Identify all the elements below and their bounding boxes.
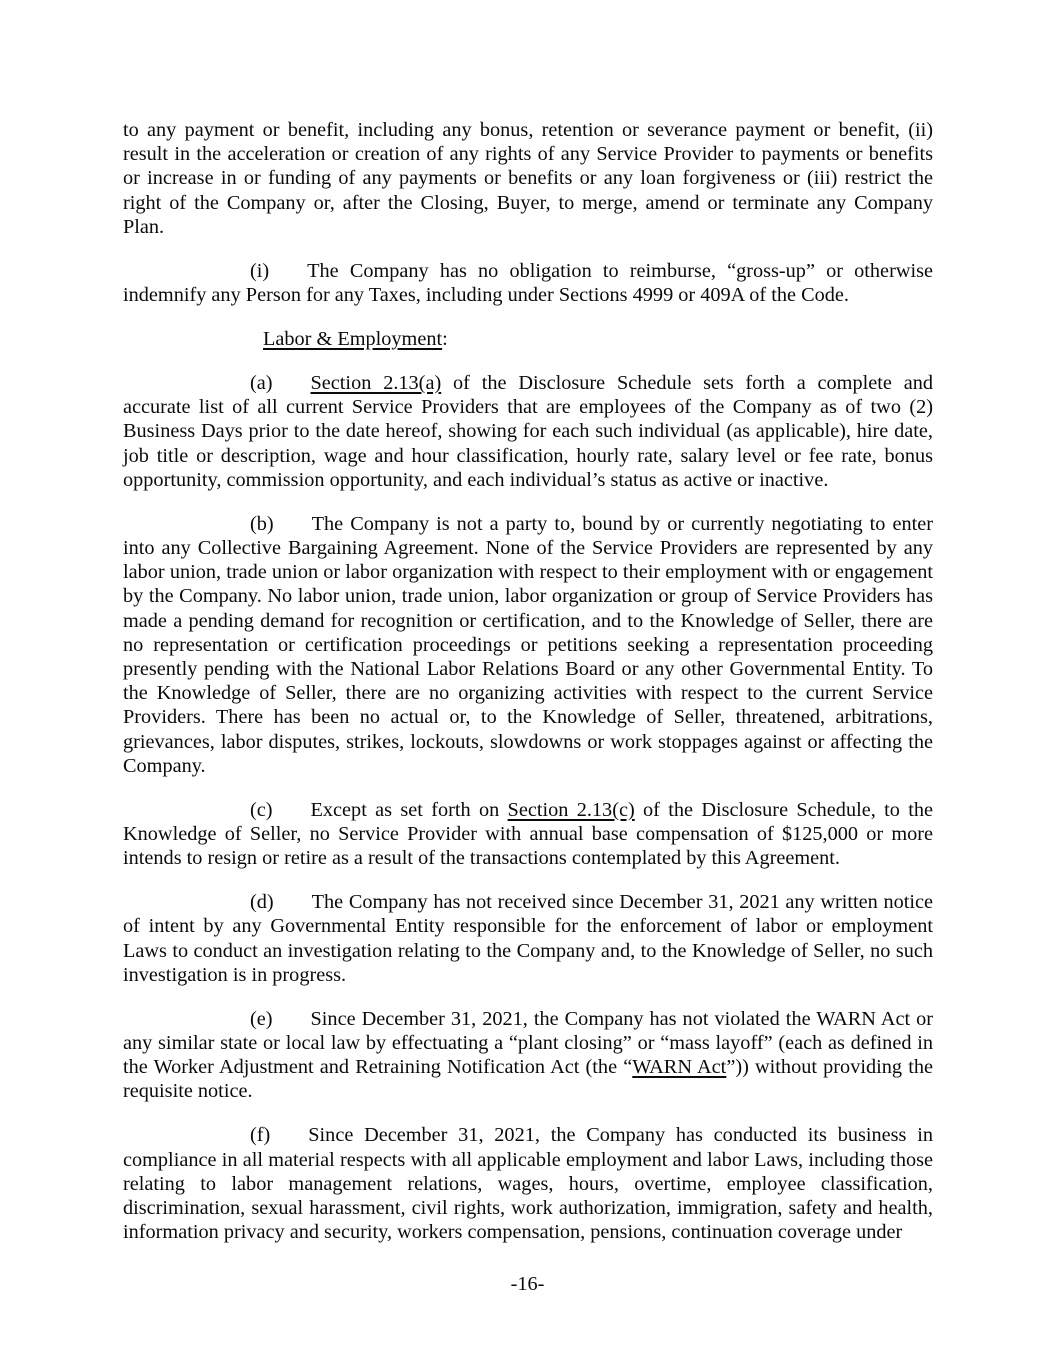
heading-colon: : (442, 328, 448, 351)
paragraph-text: The Company has no obligation to reimburse, “gross-up” or otherwise indemnify any Person for any Taxes, including under Sections 4999 or 409A of the Code. (123, 259, 933, 307)
paragraph-f (123, 1123, 933, 1244)
clause-label: (c) (250, 798, 273, 821)
paragraph-c (123, 798, 933, 871)
clause-label: (i) (250, 259, 270, 282)
document-body (123, 118, 933, 1264)
paragraph-text: Except as set forth on (310, 798, 508, 821)
section-reference-2-13-a: Section 2.13(a) (310, 372, 442, 395)
clause-label: (a) (250, 372, 273, 395)
paragraph-text: Since December 31, 2021, the Company has conducted its business in compliance in all material respects with all applicable employment and labor Laws, including those relating to labor management relations, wages, hours, overtime, employee classification, discrimination, sexual harassment, civil rights, work authorization, immigration, safety and health, information privacy and security, workers compensation, pensions, continuation coverage under (123, 1124, 933, 1244)
paragraph-b (123, 512, 933, 778)
paragraph-i (123, 259, 933, 307)
section-reference-2-13-c: Section 2.13(c) (507, 798, 635, 821)
paragraph-text: The Company has not received since December 31, 2021 any written notice of intent by any Governmental Entity responsible for the enforcement of labor or employment Laws to conduct an investigation relating to the Company and, to the Knowledge of Seller, no such investigation is in progress. (123, 891, 933, 986)
heading-text: Labor & Employment (263, 328, 443, 351)
clause-label: (d) (250, 891, 274, 914)
paragraph-d (123, 890, 933, 987)
paragraph-text: ”)) without providing the requisite notice. (123, 1056, 933, 1103)
clause-label: (b) (250, 512, 274, 535)
paragraph-text: Since December 31, 2021, the Company has not violated the WARN Act or any similar state or local law by effectuating a “plant closing” or “mass layoff” (each as defined in the Worker Adjustment and Retraining Notification Act (the “ (123, 1007, 933, 1079)
paragraph-text: of the Disclosure Schedule sets forth a complete and accurate list of all current Service Providers that are employees of the Company as of two (2) Business Days prior to the date hereof, showing for each such individual (as applicable), hire date, job title or description, wage and hour classification, hourly rate, salary level or fee rate, bonus opportunity, commission opportunity, and each individual’s status as active or inactive. (123, 372, 933, 491)
paragraph-continuation (123, 118, 933, 239)
section-heading-labor-employment (123, 327, 933, 351)
clause-label: (f) (250, 1124, 271, 1147)
paragraph-text: to any payment or benefit, including any bonus, retention or severance payment or benefit, (ii) result in the acceleration or creation of any rights of any Service Provider to payments or benefits or increase in or funding of any payments or benefits or any loan forgiveness or (iii) restrict the right of the Company or, after the Closing, Buyer, to merge, amend or terminate any Company Plan. (123, 119, 933, 238)
page-number: -16- (510, 1273, 545, 1295)
clause-label: (e) (250, 1007, 273, 1030)
paragraph-text: of the Disclosure Schedule, to the Knowledge of Seller, no Service Provider with annual base compensation of $125,000 or more intends to resign or retire as a result of the transactions contemplated by this Agreement. (123, 798, 933, 870)
defined-term-warn-act: WARN Act (632, 1056, 727, 1079)
paragraph-e (123, 1007, 933, 1104)
paragraph-a (123, 371, 933, 492)
paragraph-text: The Company is not a party to, bound by or currently negotiating to enter into any Collective Bargaining Agreement. None of the Service Providers are represented by any labor union, trade union or labor organization with respect to their employment with or engagement by the Company. No labor union, trade union, labor organization or group of Service Providers has made a pending demand for recognition or certification, and to the Knowledge of Seller, there are no representation or certification proceedings or petitions seeking a representation proceeding presently pending with the National Labor Relations Board or any other Governmental Entity. To the Knowledge of Seller, there are no organizing activities with respect to the current Service Providers. There has been no actual or, to the Knowledge of Seller, threatened, arbitrations, grievances, labor disputes, strikes, lockouts, slowdowns or work stoppages against or affecting the Company. (123, 512, 933, 777)
